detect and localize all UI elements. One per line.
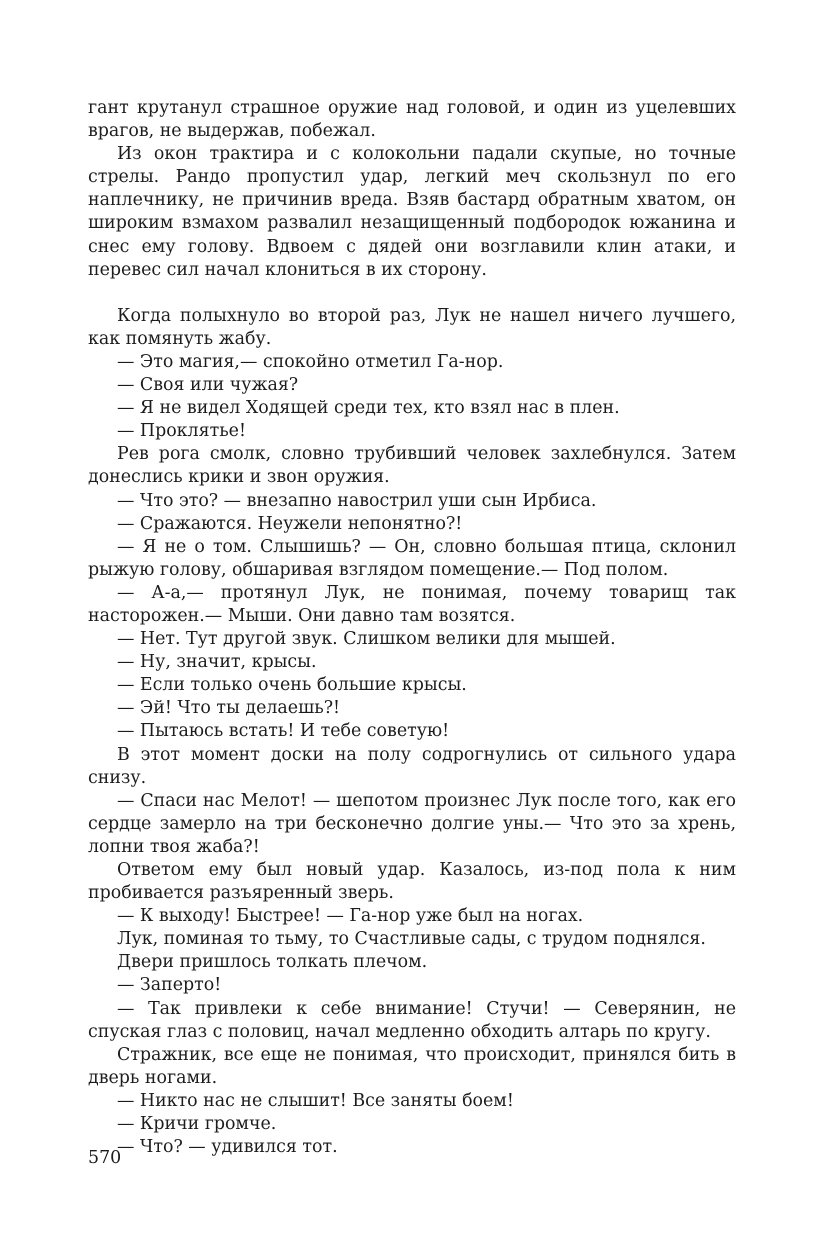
dialogue-line: — Проклятье! — [117, 421, 246, 442]
dialogue-line: — Нет. Тут другой звук. Слишком велики для мышей. — [117, 629, 616, 650]
paragraph: гант крутанул страшное оружие над головой, и один из уцелевших врагов, не выдержав, побежал. — [88, 98, 736, 142]
dialogue-line: — Что? — удивился тот. — [117, 1137, 338, 1158]
dialogue-line: — Никто нас не слышит! Все заняты боем! — [117, 1090, 514, 1111]
paragraph: Рев рога смолк, словно трубивший человек захлебнулся. Затем донеслись крики и звон оружия. — [88, 444, 736, 488]
paragraph: Стражник, все еще не понимая, что происходит, принялся бить в дверь ногами. — [88, 1044, 736, 1088]
dialogue-line: — Ну, значит, крысы. — [117, 652, 317, 673]
paragraph: Ответом ему был новый удар. Казалось, из-под пола к ним пробивается разъяренный зверь. — [88, 860, 736, 904]
dialogue-line: — Так привлеки к себе внимание! Стучи! — Северянин, не спуская глаз с половиц, начал медленно обходить алтарь по кругу. — [88, 998, 736, 1042]
paragraph: Когда полыхнуло во второй раз, Лук не нашел ничего лучшего, как помянуть жабу. — [88, 305, 736, 349]
paragraph: В этот момент доски на полу содрогнулись от сильного удара снизу. — [88, 744, 736, 788]
section-break — [88, 282, 736, 305]
dialogue-line: — Кричи громче. — [117, 1114, 277, 1135]
page-number: 570 — [88, 1148, 122, 1168]
dialogue-line: — Это магия,— спокойно отметил Га-нор. — [117, 351, 504, 372]
dialogue-line: — Эй! Что ты делаешь?! — [117, 698, 341, 719]
paragraph: Лук, поминая то тьму, то Счастливые сады, с трудом поднялся. — [117, 929, 706, 950]
paragraph: Двери пришлось толкать плечом. — [117, 952, 428, 973]
dialogue-line: — Если только очень большие крысы. — [117, 675, 467, 696]
book-page-text — [88, 97, 736, 1159]
dialogue-line: — Сражаются. Неужели непонятно?! — [117, 513, 463, 534]
dialogue-line: — Я не о том. Слышишь? — Он, словно большая птица, склонил рыжую голову, обшаривая взглядом помещение.— Под полом. — [88, 536, 736, 580]
dialogue-line: — Я не видел Ходящей среди тех, кто взял нас в плен. — [117, 398, 620, 419]
dialogue-line: — А-а,— протянул Лук, не понимая, почему товарищ так насторожен.— Мыши. Они давно там возятся. — [88, 582, 736, 626]
dialogue-line: — К выходу! Быстрее! — Га-нор уже был на ногах. — [117, 906, 584, 927]
dialogue-line: — Своя или чужая? — [117, 375, 299, 396]
dialogue-line: — Пытаюсь встать! И тебе советую! — [117, 721, 450, 742]
dialogue-line: — Заперто! — [117, 975, 222, 996]
dialogue-line: — Что это? — внезапно навострил уши сын Ирбиса. — [117, 490, 597, 511]
dialogue-line: — Спаси нас Мелот! — шепотом произнес Лук после того, как его сердце замерло на три бесконечно долгие уны.— Что это за хрень, лопни твоя жаба?! — [88, 790, 736, 857]
paragraph: Из окон трактира и с колокольни падали скупые, но точные стрелы. Рандо пропустил удар, легкий меч скользнул по его наплечнику, не причинив вреда. Взяв бастард обратным хватом, он широким взмахом развалил незащищенный подбородок южанина и снес ему голову. Вдвоем с дядей они возглавили клин атаки, и перевес сил начал клониться в их сторону. — [88, 144, 736, 280]
